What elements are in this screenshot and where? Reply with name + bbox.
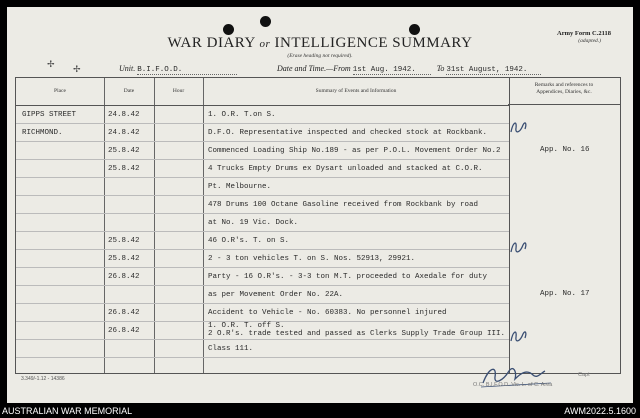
row-summary: 478 Drums 100 Octane Gasoline received from Rockbank by road — [208, 201, 479, 209]
army-form-number: Army Form C.2118 — [557, 30, 611, 37]
unit-value: B.I.F.O.D. — [137, 66, 237, 75]
date-to-value: 31st August, 1942. — [446, 66, 541, 75]
signature-rank: Capt — [578, 372, 590, 378]
date-line: Date and Time.—From 1st Aug. 1942. To 31st August, 1942. — [277, 64, 541, 75]
row-summary: 2 - 3 ton vehicles T. on S. Nos. 52913, 29921. — [208, 255, 416, 263]
row-date: 26.8.42 — [108, 273, 140, 281]
remark-appendix: App. No. 17 — [540, 290, 590, 298]
row-date: 24.8.42 — [108, 111, 140, 119]
row-summary: Commenced Loading Ship No.189 - as per P.O.L. Movement Order No.2 — [208, 147, 501, 155]
handwritten-initials — [507, 117, 531, 137]
row-summary: 1. O.R. T.on S. — [208, 111, 276, 119]
row-summary: D.F.O. Representative inspected and checked stock at Rockbank. — [208, 129, 488, 137]
date-from-value: 1st Aug. 1942. — [353, 66, 431, 75]
row-summary: 2 O.R's. trade tested and passed as Clerks Supply Trade Group III. — [208, 330, 506, 338]
unit-line: Unit. B.I.F.O.D. — [119, 64, 237, 75]
handwritten-initials — [507, 326, 531, 346]
row-date: 25.8.42 — [108, 255, 140, 263]
diary-table — [15, 77, 510, 374]
signature-office: O.C. B.I.F.O.D. Vic. L. of C. Area — [473, 382, 553, 388]
row-place: RICHMOND. — [22, 129, 63, 137]
row-summary: Class 111. — [208, 345, 254, 353]
col-header-summary: Summary of Events and Information — [315, 88, 397, 94]
row-date: 25.8.42 — [108, 165, 140, 173]
form-title: WAR DIARY or INTELLIGENCE SUMMARY — [167, 35, 473, 51]
row-summary: 1. O.R. T. off S. — [208, 322, 285, 330]
punch-hole — [409, 24, 420, 35]
punch-hole — [223, 24, 234, 35]
form-print-code: 3.349/-1.12 - 14386 — [21, 376, 65, 382]
pencil-mark: ✢ — [47, 59, 55, 69]
row-summary: Accident to Vehicle - No. 60383. No personnel injured — [208, 309, 447, 317]
archive-caption-bar — [0, 405, 640, 418]
pencil-mark: ✢ — [73, 64, 81, 74]
row-summary: Pt. Melbourne. — [208, 183, 272, 191]
row-date: 26.8.42 — [108, 309, 140, 317]
row-summary: as per Movement Order No. 22A. — [208, 291, 344, 299]
row-summary: Party - 16 O.R's. - 3-3 ton M.T. proceeded to Axedale for duty — [208, 273, 488, 281]
col-header-remarks: Remarks and references to Appendices, Diaries, &c. — [534, 82, 594, 95]
col-header-place: Place — [54, 88, 66, 94]
remark-appendix: App. No. 16 — [540, 146, 590, 154]
document-sheet — [7, 7, 633, 403]
signature — [475, 361, 585, 395]
form-subtitle: (Erase heading not required). — [287, 53, 353, 59]
archive-accession: AWM2022.5.1600 — [564, 406, 636, 416]
archive-name: AUSTRALIAN WAR MEMORIAL — [2, 406, 133, 416]
row-date: 24.8.42 — [108, 129, 140, 137]
row-place: GIPPS STREET — [22, 111, 77, 119]
col-header-hour: Hour — [172, 88, 185, 94]
row-summary: 46 O.R's. T. on S. — [208, 237, 290, 245]
row-date: 25.8.42 — [108, 237, 140, 245]
army-form-adapted: (adapted.) — [578, 38, 601, 44]
punch-hole — [260, 16, 271, 27]
row-date: 25.8.42 — [108, 147, 140, 155]
row-summary: 4 Trucks Empty Drums ex Dysart unloaded and stacked at C.O.R. — [208, 165, 483, 173]
col-header-date: Date — [123, 88, 135, 94]
row-date: 26.8.42 — [108, 327, 140, 335]
row-summary: at No. 19 Vic. Dock. — [208, 219, 299, 227]
handwritten-initials — [507, 237, 531, 257]
